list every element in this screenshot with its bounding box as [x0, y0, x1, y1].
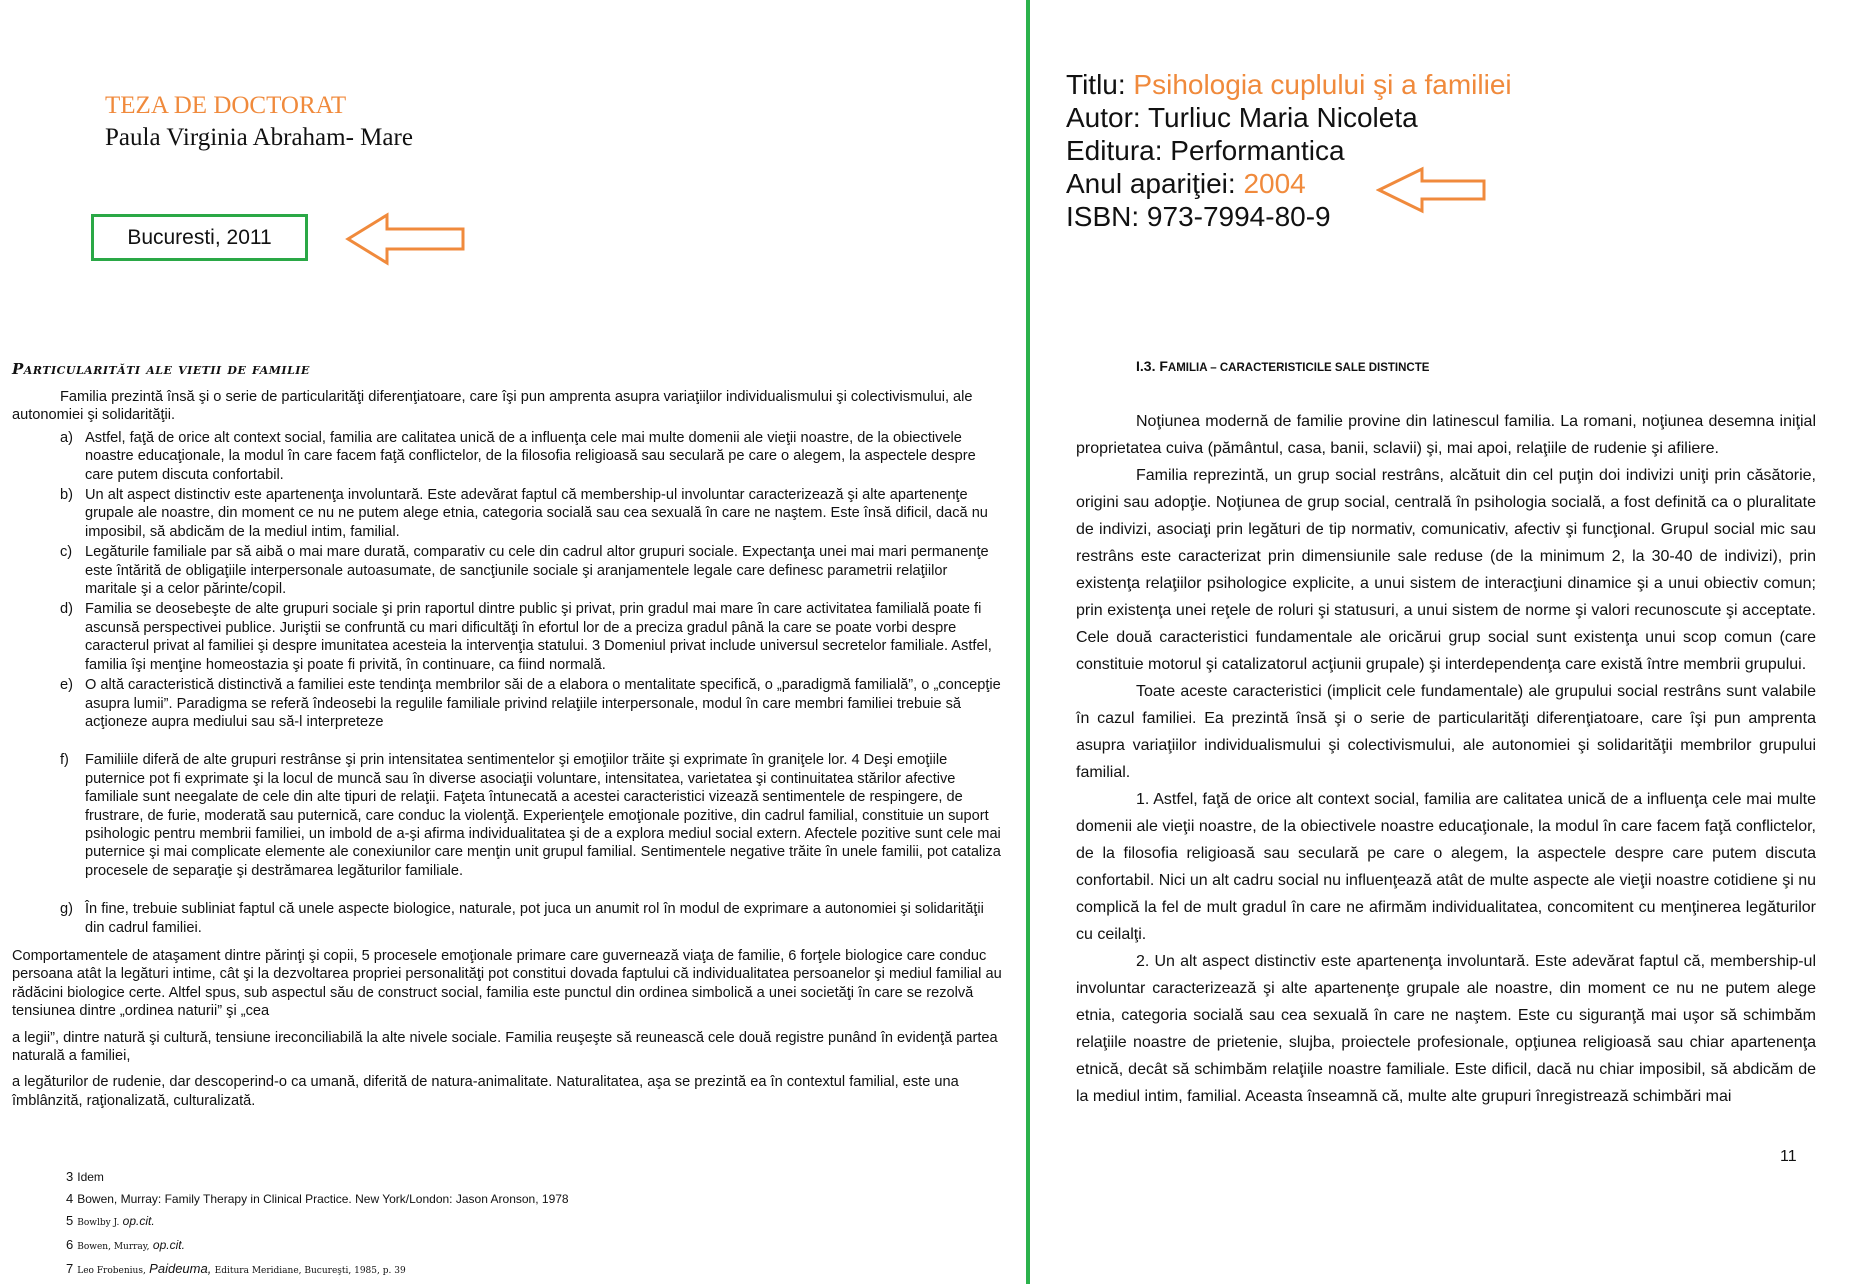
item-marker: a): [60, 429, 73, 446]
footnote-text: Idem: [77, 1170, 104, 1184]
list-item: [60, 486, 1002, 541]
footnote: [66, 1188, 569, 1210]
thesis-author: Paula Virginia Abraham- Mare: [105, 124, 413, 151]
item-marker: g): [60, 901, 73, 918]
body-paragraph: Toate aceste caracteristici (implicit cele fundamentale) ale grupului social restrâns sunt valabile în cazul familiei. Ea prezintă însă şi o serie de particularităţi diferenţiatoare, care îşi pun amprenta asupra variaţiilor individualismului şi colectivismului, ale autonomiei şi solidarităţii membrilor grupului familial.: [1076, 683, 1816, 781]
info-author-line: [1066, 101, 1512, 134]
footnote-number: 6: [66, 1237, 74, 1252]
section-title: AMILIA – CARACTERISTICILE SALE DISTINCTE: [1167, 362, 1430, 374]
item-marker: e): [60, 677, 73, 694]
section-heading-left: Particularităti ale vietii de familie: [12, 360, 310, 378]
footnotes: [66, 1166, 569, 1282]
footnote-text: op.cit.: [152, 1238, 185, 1252]
info-author-value: Turliuc Maria Nicoleta: [1147, 102, 1418, 133]
footnote-text: Bowen, Murray: Family Therapy in Clinical Practice. New York/London: Jason Aronson, 1978: [77, 1192, 569, 1206]
left-body: [12, 388, 1002, 1110]
item-text: Legăturile familiale par să aibă o mai mare durată, comparativ cu cele din cadrul altor grupuri sociale. Expectanţa unei mai mari permanenţe este întărită de obligaţiile interpersonale autoasumate, de sancţiunile sociale şi aranjamentele legale care definesc parametrii relaţiilor maritale şi a celor părinte/copil.: [85, 544, 989, 598]
body-paragraph: Familia reprezintă, un grup social restrâns, alcătuit din cel puţin doi indivizi uniţi prin căsătorie, origini sau adopţie. Noţiunea de grup social, centrală în psihologia socială, a fost definită ca o pluralitate de indivizi, asociaţi prin legături de tip normativ, comunicativ, afectiv şi funcţional. Grupul social mic sau restrâns este caracterizat prin dimensiunile sale reduse (de la minimum 2, la 30-40 de indivizi), prin existenţa relaţiilor psihologice explicite, a unui sistem de interacţiuni dinamice şi a unui obiectiv comun; prin existenţa unei reţele de roluri şi statusuri, a unui sistem de norme şi valori recunoscute şi acceptate. Cele două caracteristici fundamentale ale oricărui grup social sunt existenţa unui scop comun (care constituie motorul şi catalizatorul acţiunii grupale) şi interdependenţa care există între membrii grupului.: [1076, 467, 1816, 673]
page-divider: [1026, 0, 1030, 1284]
footnote-text: Paideuma,: [149, 1261, 212, 1276]
item-text: Familia se deosebeşte de alte grupuri sociale şi prin raportul dintre public şi privat, prin gradul mai mare în care activitatea familială poate fi ascunsă perspectivei publice. Juriştii se confruntă cu mari dificultăţi în efortul lor de a preciza gradul până la care se poate vorbi despre caracterul privat al familiei şi despre imunitatea acesteia la intervenţia statului. 3 Domeniul privat include universul secretelor familiale. Astfel, familia îşi menţine homeostazia şi poate fi privită, în continuare, ca fiind normală.: [85, 601, 992, 673]
item-marker: d): [60, 601, 73, 618]
footnote-text: Bowlby J.: [77, 1218, 120, 1228]
item-text: Familiile diferă de alte grupuri restrânse şi prin intensitatea sentimentelor şi emoţiilor trăite şi exprimate în graniţele lor. 4 Deşi emoţiile puternice pot fi exprimate şi la locul de muncă sau în diverse asociaţii voluntare, intensitatea, varietatea şi continuitatea stărilor afective familiale sunt neegalate de cele din alte tipuri de relaţii. Faţeta întunecată a acestei caracteristici vizează sentimentele de respingere, de frustrare, de furie, moderată sau puternică, care conduc la violenţă. Experienţele emoţionale pozitive, din cadrul familial, constituie un suport psihologic pentru membrii familiei, un imbold de a-şi afirma individualitatea şi de a explora mediul social extern. Afectele pozitive sunt cele mai puternice şi mai complicate elemente ale conexiunilor care menţin unit grupul familial. Sentimentele negative trăite în unele familii, pot cataliza procesele de separaţie şi destrămarea legăturilor familiale.: [85, 752, 1001, 879]
footnote-text: Editura Meridiane, Bucureşti, 1985, p. 39: [214, 1266, 406, 1276]
item-text: O altă caracteristică distinctivă a familiei este tendinţa membrilor săi de a elabora o mentalitate specifică, o „paradigmă familială”, o „concepţie asupra lumii”. Paradigma se referă îndeosebi la regulile familiale privind relaţiile interpersonale, modul în care membri familiei trebuie să acţioneze aupra mediului sau să-l interpreteze: [85, 677, 1001, 730]
intro-paragraph: Familia prezintă însă şi o serie de particularităţi diferenţiatoare, care îşi pun amprenta asupra variaţiilor individualismului şi colectivismului, ale autonomiei şi solidarităţii.: [12, 389, 973, 424]
place-year: Bucuresti, 2011: [127, 225, 272, 249]
continuation-paragraph: Comportamentele de ataşament dintre părinţi şi copii, 5 procesele emoţionale primare care guvernează viaţa de familie, 6 forţele biologice care conduc persoana atât la legături intime, cât şi la dezvoltarea propriei personalităţi pot constitui dovada faptului că individualitatea persoanelor şi mediul familial au rădăcini biologice certe. Altfel spus, sub aspectul său de construct social, familia este punctul din ordinea simbolică a unei societăţi în care se rezolvă tensiunea dintre „ordinea naturii” şi „cea: [12, 947, 1002, 1020]
right-page: [1036, 0, 1850, 1284]
section-number: I.3. F: [1136, 358, 1168, 374]
page-number: 11: [1780, 1148, 1797, 1165]
item-marker: c): [60, 544, 73, 561]
continuation-paragraph: a legăturilor de rudenie, dar descoperind-o ca umană, diferită de natura-animalitate. Naturalitatea, aşa se prezintă ea în contextul familial, este una îmblânzită, raţionalizată, culturalizată.: [12, 1074, 959, 1109]
footnote-number: 3: [66, 1169, 74, 1184]
footnote: [66, 1234, 569, 1258]
info-publisher-line: [1066, 134, 1512, 167]
list-item: [60, 751, 1002, 880]
body-paragraph: 2. Un alt aspect distinctiv este apartenenţa involuntară. Este adevărat faptul că, membership-ul involuntar caracterizează şi alte apartenenţe grupale ale noastre, din moment ce nu ne putem alege etnia, categoria socială sau cea sexuală în care ne naştem. Este cu siguranţă mai uşor să schimbăm relaţiile noastre de prietenie, slujba, proiectele profesionale, opţiunea religioasă sau chiar apartenenţa etnică, decât să schimbăm relaţiile noastre familiale. Este dificil, dacă nu chiar imposibil, să abdicăm de la mediul intim, familial. Aceasta înseamnă că, multe alte grupuri înregistrează schimbări mai: [1076, 953, 1816, 1105]
footnote: [66, 1210, 569, 1234]
footnote-number: 5: [66, 1213, 74, 1228]
left-arrow-icon: [345, 212, 467, 266]
body-paragraph: Noţiunea modernă de familie provine din latinescul familia. La romani, noţiunea desemna iniţial proprietatea cuiva (pământul, casa, banii, sclavii) şi, mai apoi, relaţiile de rudenie şi afiliere.: [1076, 413, 1816, 457]
info-title-line: [1066, 68, 1512, 101]
right-body: [1076, 408, 1816, 1110]
item-text: În fine, trebuie subliniat faptul că unele aspecte biologice, naturale, pot juca un anumit rol în modul de exprimare a autonomiei şi solidarităţii din cadrul familiei.: [85, 901, 984, 936]
list-item: [60, 900, 1002, 937]
thesis-title: TEZA DE DOCTORAT: [105, 92, 347, 119]
continuation-paragraph: a legii”, dintre natură şi cultură, tensiune ireconciliabilă la alte nivele sociale. Familia reuşeşte să reunească cele două registre punând în evidenţă partea naturală a familiei,: [12, 1029, 998, 1064]
footnote-text: op.cit.: [122, 1214, 155, 1228]
item-text: Astfel, faţă de orice alt context social, familia are calitatea unică de a influenţa cele mai multe domenii ale vieţii noastre, de la obiectivele noastre educaţionale, la modul în care facem faţă conflictelor, de la filosofia religioasă sau seculară pe care o alegem, la aspectele despre care putem discuta confortabil.: [85, 429, 976, 483]
footnote-number: 4: [66, 1191, 74, 1206]
list-item: [60, 429, 1002, 484]
info-label: Editura:: [1066, 135, 1171, 166]
footnote: [66, 1166, 569, 1188]
item-marker: f): [60, 752, 69, 769]
right-arrow-icon: [1376, 166, 1488, 214]
info-year-value: 2004: [1243, 168, 1306, 199]
info-title-value: Psihologia cuplului şi a familiei: [1133, 69, 1512, 100]
info-label: Titlu:: [1066, 69, 1134, 100]
info-label: Anul apariţiei:: [1066, 168, 1244, 199]
section-heading-right: [1136, 358, 1429, 374]
info-label: ISBN:: [1066, 201, 1147, 232]
body-paragraph: 1. Astfel, faţă de orice alt context social, familia are calitatea unică de a influenţa cele mai multe domenii ale vieţii noastre, de la obiectivele noastre educaţionale, la modul în care facem faţă conflictelor, de la filosofia religioasă sau seculară pe care o alegem, la aspectele despre care putem discuta confortabil. Nici un alt cadru social nu influenţează atât de multe aspecte ale vieţii noastre cotidiene şi nu complică la fel de mult gradul în care ne afirmăm individualitatea, concomitent cu menţinerea legăturilor cu ceilalţi.: [1076, 791, 1816, 943]
info-label: Autor:: [1066, 102, 1148, 133]
list-item: [60, 543, 1002, 598]
footnote-number: 7: [66, 1261, 74, 1276]
list-item: [60, 676, 1002, 731]
item-marker: b): [60, 487, 73, 504]
footnote-text: Leo Frobenius,: [77, 1266, 146, 1276]
footnote: [66, 1258, 569, 1282]
info-isbn-value: 973-7994-80-9: [1146, 201, 1331, 232]
place-year-box: [91, 214, 308, 261]
info-publisher-value: Performantica: [1170, 135, 1345, 166]
footnote-text: Bowen, Murray,: [77, 1242, 150, 1252]
list-item: [60, 600, 1002, 674]
item-text: Un alt aspect distinctiv este apartenenţa involuntară. Este adevărat faptul că membership-ul involuntar caracterizează şi alte apartenenţe grupale ale noastre, din moment ce nu ne putem alege etnia, categoria socială sau cea sexuală în care ne naştem. Este însă dificil, dacă nu imposibil, să abdicăm de la mediul intim, familial.: [85, 487, 988, 540]
